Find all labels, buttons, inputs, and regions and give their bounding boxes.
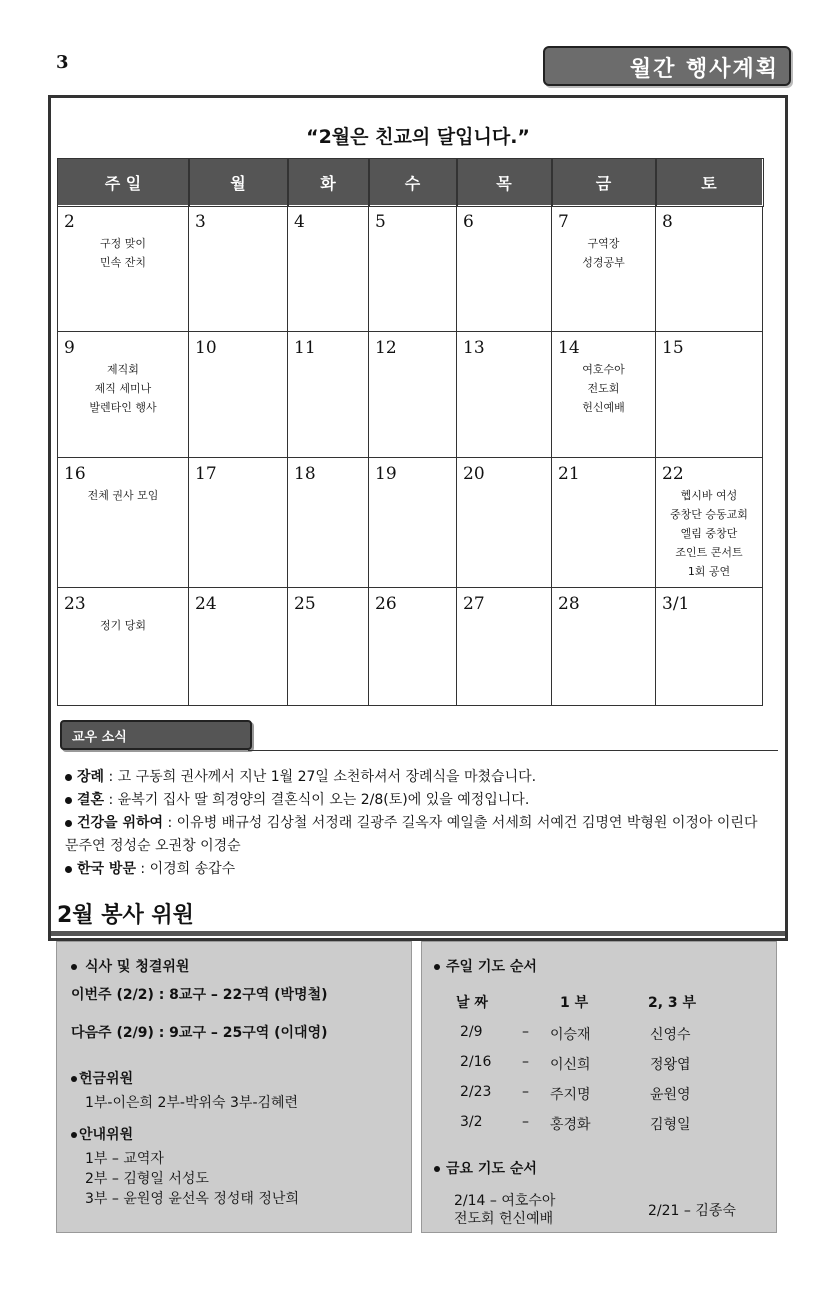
calendar-event: 전도회 xyxy=(587,382,620,395)
calendar-day-cell xyxy=(552,206,656,332)
prayer-first: 이승재 xyxy=(550,1027,591,1043)
calendar-day-cell xyxy=(552,588,656,706)
calendar-event: 헵시바 여성 xyxy=(680,489,738,502)
prayer-second: 윤원영 xyxy=(650,1087,691,1103)
day-events xyxy=(58,234,188,272)
weekday-tuesday: 화 xyxy=(288,159,369,206)
bullet-icon xyxy=(65,797,72,804)
day-number: 23 xyxy=(64,594,86,614)
usher-heading: 안내위원 xyxy=(79,1127,134,1143)
calendar-event: 민속 잔치 xyxy=(99,256,146,269)
prayer-col-second: 2, 3 부 xyxy=(648,995,697,1011)
day-number: 11 xyxy=(294,338,316,358)
calendar-day-cell xyxy=(189,332,288,458)
news-label: 결혼 xyxy=(77,792,105,808)
news-list xyxy=(65,766,775,881)
volunteer-left-box xyxy=(56,941,412,1233)
calendar-event: 정기 당회 xyxy=(99,619,146,632)
content-frame xyxy=(48,95,788,941)
bullet-icon xyxy=(71,1132,77,1138)
calendar-day-cell xyxy=(58,458,189,588)
sunday-prayer-heading: 주일 기도 순서 xyxy=(446,959,537,975)
calendar-day-cell xyxy=(369,588,457,706)
prayer-second: 김형일 xyxy=(650,1117,691,1133)
day-number: 2 xyxy=(64,212,75,232)
prayer-dash: – xyxy=(522,1054,529,1070)
usher-line-2: 2부 – 김형일 서성도 xyxy=(85,1171,209,1187)
news-divider xyxy=(248,750,778,751)
calendar-day-cell xyxy=(58,332,189,458)
bullet-icon xyxy=(65,820,72,827)
news-text: : 윤복기 집사 딸 희경양의 결혼식이 오는 2/8(토)에 있을 예정입니다. xyxy=(104,792,530,808)
offering-heading: 헌금위원 xyxy=(79,1071,134,1087)
news-tag-label: 교우 소식 xyxy=(72,730,127,745)
calendar-event: 1회 공연 xyxy=(687,565,731,578)
day-number: 8 xyxy=(662,212,673,232)
weekday-saturday: 토 xyxy=(656,159,763,206)
day-number: 9 xyxy=(64,338,75,358)
calendar-day-cell xyxy=(288,332,369,458)
calendar-week-row xyxy=(58,588,763,706)
prayer-dash: – xyxy=(522,1084,529,1100)
calendar-day-cell xyxy=(288,206,369,332)
calendar-day-cell xyxy=(656,332,763,458)
calendar-week-row xyxy=(58,458,763,588)
day-number: 27 xyxy=(463,594,485,614)
news-item-visit xyxy=(65,858,775,881)
day-events xyxy=(552,234,655,272)
weekday-thursday: 목 xyxy=(457,159,552,206)
calendar-day-cell xyxy=(369,332,457,458)
calendar-event: 중창단 승동교회 xyxy=(670,508,748,521)
prayer-date: 2/23 xyxy=(460,1084,492,1100)
calendar-event: 발렌타인 행사 xyxy=(89,401,157,414)
calendar-event: 제직 세미나 xyxy=(94,382,152,395)
volunteer-right-box xyxy=(421,941,777,1233)
weekday-sunday: 주 일 xyxy=(58,159,189,206)
day-number: 17 xyxy=(195,464,217,484)
calendar-day-cell xyxy=(189,206,288,332)
day-number: 18 xyxy=(294,464,316,484)
calendar-day-cell xyxy=(457,206,552,332)
news-text: : 이유병 배규성 김상철 서정래 길광주 길옥자 예일출 서세희 서예건 김명연 박형원 이정아 이린다 문주연 정성순 오권창 이경순 xyxy=(65,815,758,854)
day-number: 3 xyxy=(195,212,206,232)
day-number: 16 xyxy=(64,464,86,484)
news-label: 건강을 위하여 xyxy=(77,815,164,831)
calendar-day-cell xyxy=(369,206,457,332)
meal-heading: 식사 및 청결위원 xyxy=(85,959,190,975)
calendar-day-cell xyxy=(288,458,369,588)
friday-item2: 2/21 – 김종숙 xyxy=(648,1203,736,1219)
calendar-event: 헌신예배 xyxy=(582,401,625,414)
day-number: 10 xyxy=(195,338,217,358)
calendar-day-cell xyxy=(457,588,552,706)
offering-heading-row xyxy=(71,1068,133,1088)
calendar-day-cell xyxy=(288,588,369,706)
calendar-day-cell xyxy=(58,206,189,332)
day-events xyxy=(552,360,655,417)
news-label: 한국 방문 xyxy=(77,861,136,877)
prayer-col-first: 1 부 xyxy=(560,995,589,1011)
news-label: 장례 xyxy=(77,769,105,785)
day-events xyxy=(656,486,762,581)
day-number: 26 xyxy=(375,594,397,614)
news-text: : 이경희 송갑수 xyxy=(135,861,236,877)
day-number: 6 xyxy=(463,212,474,232)
day-number: 22 xyxy=(662,464,684,484)
calendar-event: 제직회 xyxy=(107,363,139,376)
volunteer-divider xyxy=(51,931,785,936)
calendar-week-row xyxy=(58,332,763,458)
calendar-title: “2월은 친교의 달입니다.” xyxy=(306,126,530,148)
calendar-day-cell xyxy=(656,588,763,706)
bullet-icon xyxy=(65,866,72,873)
prayer-first: 주지명 xyxy=(550,1087,591,1103)
day-number: 4 xyxy=(294,212,305,232)
day-number: 20 xyxy=(463,464,485,484)
prayer-col-date: 날 짜 xyxy=(456,995,488,1011)
usher-line-3: 3부 – 윤원영 윤선옥 정성태 정난희 xyxy=(85,1191,299,1207)
day-number: 5 xyxy=(375,212,386,232)
meal-heading-row xyxy=(71,956,189,976)
day-number: 28 xyxy=(558,594,580,614)
weekday-friday: 금 xyxy=(552,159,656,206)
prayer-second: 정왕엽 xyxy=(650,1057,691,1073)
header-title: 월간 행사계획 xyxy=(629,57,779,82)
calendar-day-cell xyxy=(457,332,552,458)
news-section-tag xyxy=(60,720,252,750)
header-banner xyxy=(543,46,791,86)
day-number: 12 xyxy=(375,338,397,358)
day-number: 21 xyxy=(558,464,580,484)
calendar-day-cell xyxy=(656,206,763,332)
usher-heading-row xyxy=(71,1124,133,1144)
day-number: 3/1 xyxy=(662,594,690,614)
day-number: 13 xyxy=(463,338,485,358)
calendar-table xyxy=(57,158,763,706)
prayer-dash: – xyxy=(522,1024,529,1040)
day-number: 24 xyxy=(195,594,217,614)
calendar-day-cell xyxy=(58,588,189,706)
calendar-day-cell xyxy=(552,332,656,458)
day-events xyxy=(58,360,188,417)
prayer-date: 3/2 xyxy=(460,1114,483,1130)
prayer-first: 홍경화 xyxy=(550,1117,591,1133)
calendar-event: 엘림 중창단 xyxy=(680,527,738,540)
day-events xyxy=(58,486,188,505)
bullet-icon xyxy=(434,1166,440,1172)
prayer-date: 2/9 xyxy=(460,1024,483,1040)
volunteer-section-title: 2월 봉사 위원 xyxy=(57,903,194,928)
meal-next-week: 다음주 (2/9) : 9교구 – 25구역 (이대영) xyxy=(71,1025,328,1041)
offering-text: 1부-이은희 2부-박위숙 3부-김혜련 xyxy=(85,1095,299,1111)
weekday-wednesday: 수 xyxy=(369,159,457,206)
usher-line-1: 1부 – 교역자 xyxy=(85,1151,164,1167)
calendar-body xyxy=(58,206,763,706)
calendar-event: 성경공부 xyxy=(582,256,625,269)
news-text: : 고 구동희 권사께서 지난 1월 27일 소천하셔서 장례식을 마쳤습니다. xyxy=(104,769,537,785)
calendar-week-row xyxy=(58,206,763,332)
calendar-event: 전체 권사 모임 xyxy=(87,489,159,502)
prayer-date: 2/16 xyxy=(460,1054,492,1070)
weekday-monday: 월 xyxy=(189,159,288,206)
calendar-day-cell xyxy=(656,458,763,588)
calendar-day-cell xyxy=(457,458,552,588)
friday-item1-line2: 전도회 헌신예배 xyxy=(454,1211,554,1227)
calendar-day-cell xyxy=(189,588,288,706)
bullet-icon xyxy=(65,774,72,781)
weekday-header-row xyxy=(58,159,763,206)
calendar-event: 조인트 콘서트 xyxy=(675,546,743,559)
news-item-funeral xyxy=(65,766,775,789)
prayer-dash: – xyxy=(522,1114,529,1130)
news-item-health xyxy=(65,812,775,858)
friday-prayer-heading: 금요 기도 순서 xyxy=(446,1161,537,1177)
meal-this-week: 이번주 (2/2) : 8교구 – 22구역 (박명철) xyxy=(71,987,328,1003)
day-number: 25 xyxy=(294,594,316,614)
day-number: 14 xyxy=(558,338,580,358)
bullet-icon xyxy=(71,1076,77,1082)
bullet-icon xyxy=(434,964,440,970)
page-number: 3 xyxy=(56,52,69,73)
friday-prayer-heading-row xyxy=(434,1158,537,1178)
calendar-event: 구정 맞이 xyxy=(99,237,146,250)
day-events xyxy=(58,616,188,635)
calendar-day-cell xyxy=(189,458,288,588)
calendar-day-cell xyxy=(552,458,656,588)
calendar-event: 구역장 xyxy=(587,237,620,250)
calendar-event: 여호수아 xyxy=(582,363,625,376)
prayer-first: 이신희 xyxy=(550,1057,591,1073)
news-item-wedding xyxy=(65,789,775,812)
bullet-icon xyxy=(71,964,77,970)
sunday-prayer-heading-row xyxy=(434,956,537,976)
day-number: 15 xyxy=(662,338,684,358)
prayer-second: 신영수 xyxy=(650,1027,691,1043)
day-number: 7 xyxy=(558,212,569,232)
friday-item1-line1: 2/14 – 여호수아 xyxy=(454,1193,556,1209)
calendar-day-cell xyxy=(369,458,457,588)
day-number: 19 xyxy=(375,464,397,484)
